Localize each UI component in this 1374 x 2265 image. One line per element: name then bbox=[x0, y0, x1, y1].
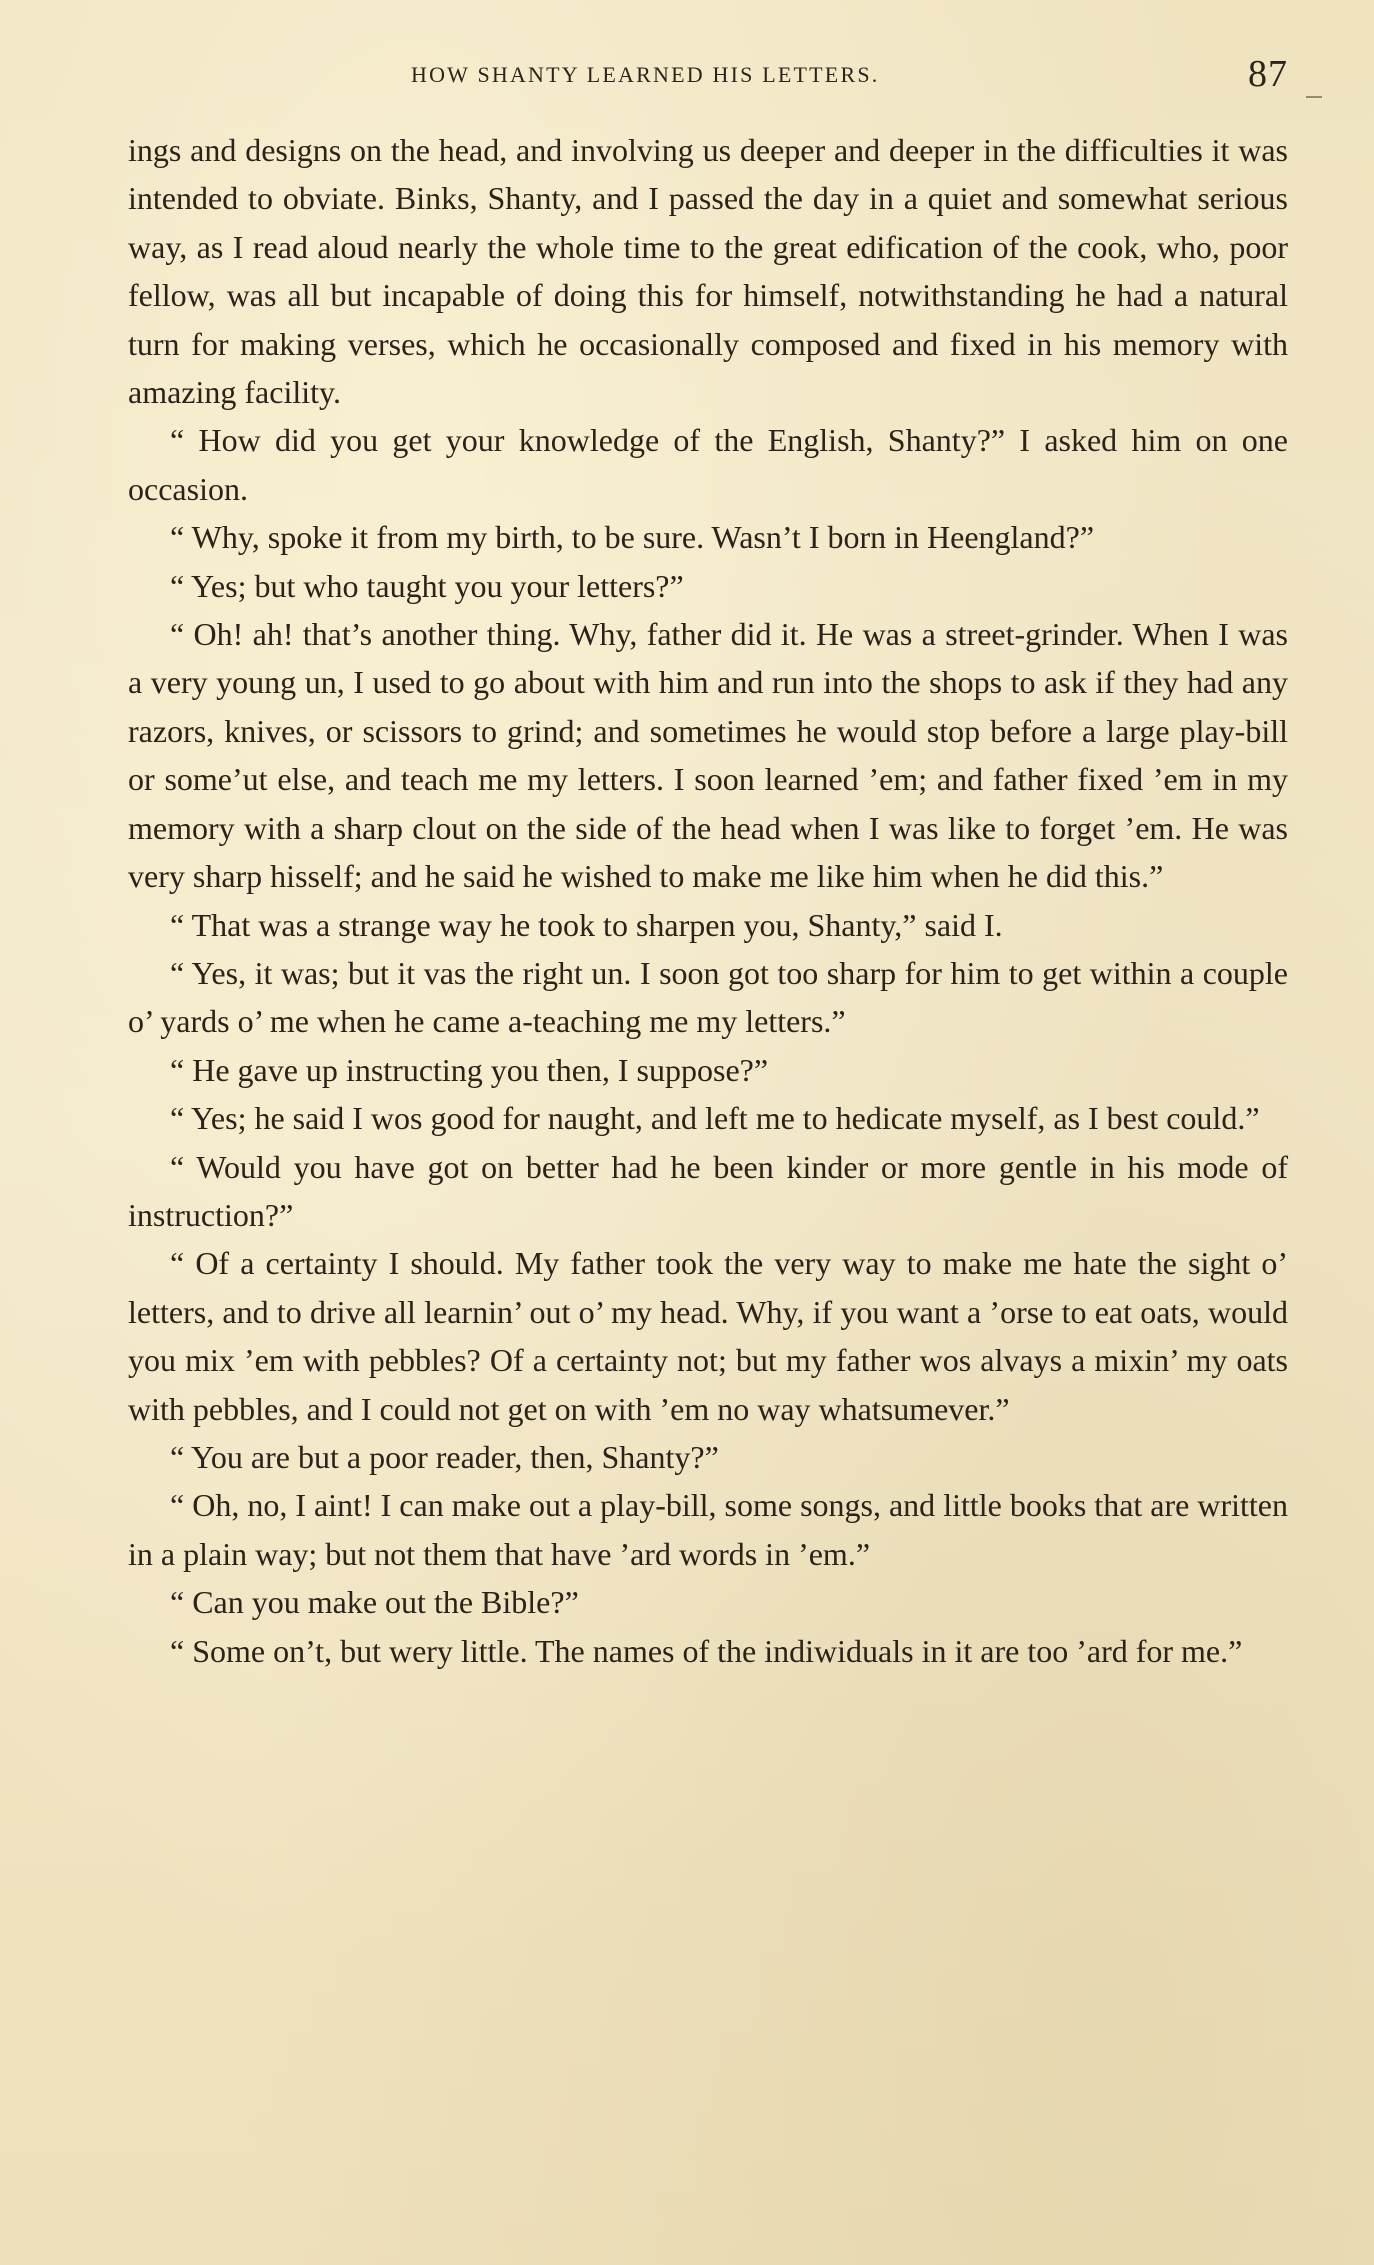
paragraph: “ He gave up instructing you then, I suppose?” bbox=[170, 1051, 769, 1088]
running-head: HOW SHANTY LEARNED HIS LETTERS. bbox=[411, 62, 880, 87]
paragraph: “ Oh! ah! that’s another thing. Why, father did it. He was a street-grinder. When I was a very young un, I used to go about with him and run into the shops to ask if they had any razors, knives, or scissors to grind; and sometimes he would stop before a large play-bill or some’ut else, and teach me my letters. I soon learned ’em; and father fixed ’em in my memory with a sharp clout on the side of the head when I was like to forget ’em. He was very sharp hisself; and he said he wished to make me like him when he did this.” bbox=[128, 616, 1288, 895]
page-header bbox=[128, 53, 1288, 112]
paragraph: “ Some on’t, but wery little. The names of the indiwiduals in it are too ’ard for me.” bbox=[170, 1632, 1243, 1669]
paragraph: “ That was a strange way he took to sharpen you, Shanty,” said I. bbox=[170, 906, 1003, 943]
page-number: 87 bbox=[1248, 53, 1288, 95]
paragraph: “ Yes; but who taught you your letters?” bbox=[170, 567, 684, 604]
paragraph: “ Would you have got on better had he been kinder or more gentle in his mode of instruction?” bbox=[128, 1148, 1288, 1233]
body-text bbox=[128, 126, 1288, 1675]
paragraph: “ Of a certainty I should. My father took the very way to make me hate the sight o’ letters, and to drive all learnin’ out o’ my head. Why, if you want a ’orse to eat oats, would you mix ’em with pebbles? Of a certainty not; but my father wos alvays a mixin’ my oats with pebbles, and I could not get on with ’em no way whatsumever.” bbox=[128, 1245, 1288, 1427]
paragraph: “ Yes; he said I wos good for naught, and left me to hedicate myself, as I best could.” bbox=[170, 1100, 1260, 1137]
paragraph: “ Can you make out the Bible?” bbox=[170, 1584, 579, 1621]
paragraph: ings and designs on the head, and involving us deeper and deeper in the difficulties it was intended to obviate. Binks, Shanty, and I passed the day in a quiet and somewhat serious way, as I read aloud nearly the whole time to the great edification of the cook, who, poor fellow, was all but incapable of doing this for himself, notwithstanding he had a natural turn for making verses, which he occasionally composed and fixed in his memory with amazing facility. bbox=[128, 132, 1288, 411]
paragraph: “ Oh, no, I aint! I can make out a play-bill, some songs, and little books that are written in a plain way; but not them that have ’ard words in ’em.” bbox=[128, 1487, 1288, 1572]
paragraph: “ How did you get your knowledge of the English, Shanty?” I asked him on one occasion. bbox=[128, 422, 1288, 507]
paragraph: “ Yes, it was; but it vas the right un. I soon got too sharp for him to get within a couple o’ yards o’ me when he came a-teaching me my letters.” bbox=[128, 954, 1288, 1040]
paragraph: “ You are but a poor reader, then, Shanty?” bbox=[170, 1438, 719, 1475]
paragraph: “ Why, spoke it from my birth, to be sure. Wasn’t I born in Heengland?” bbox=[170, 519, 1095, 556]
edge-mark bbox=[1306, 96, 1322, 98]
